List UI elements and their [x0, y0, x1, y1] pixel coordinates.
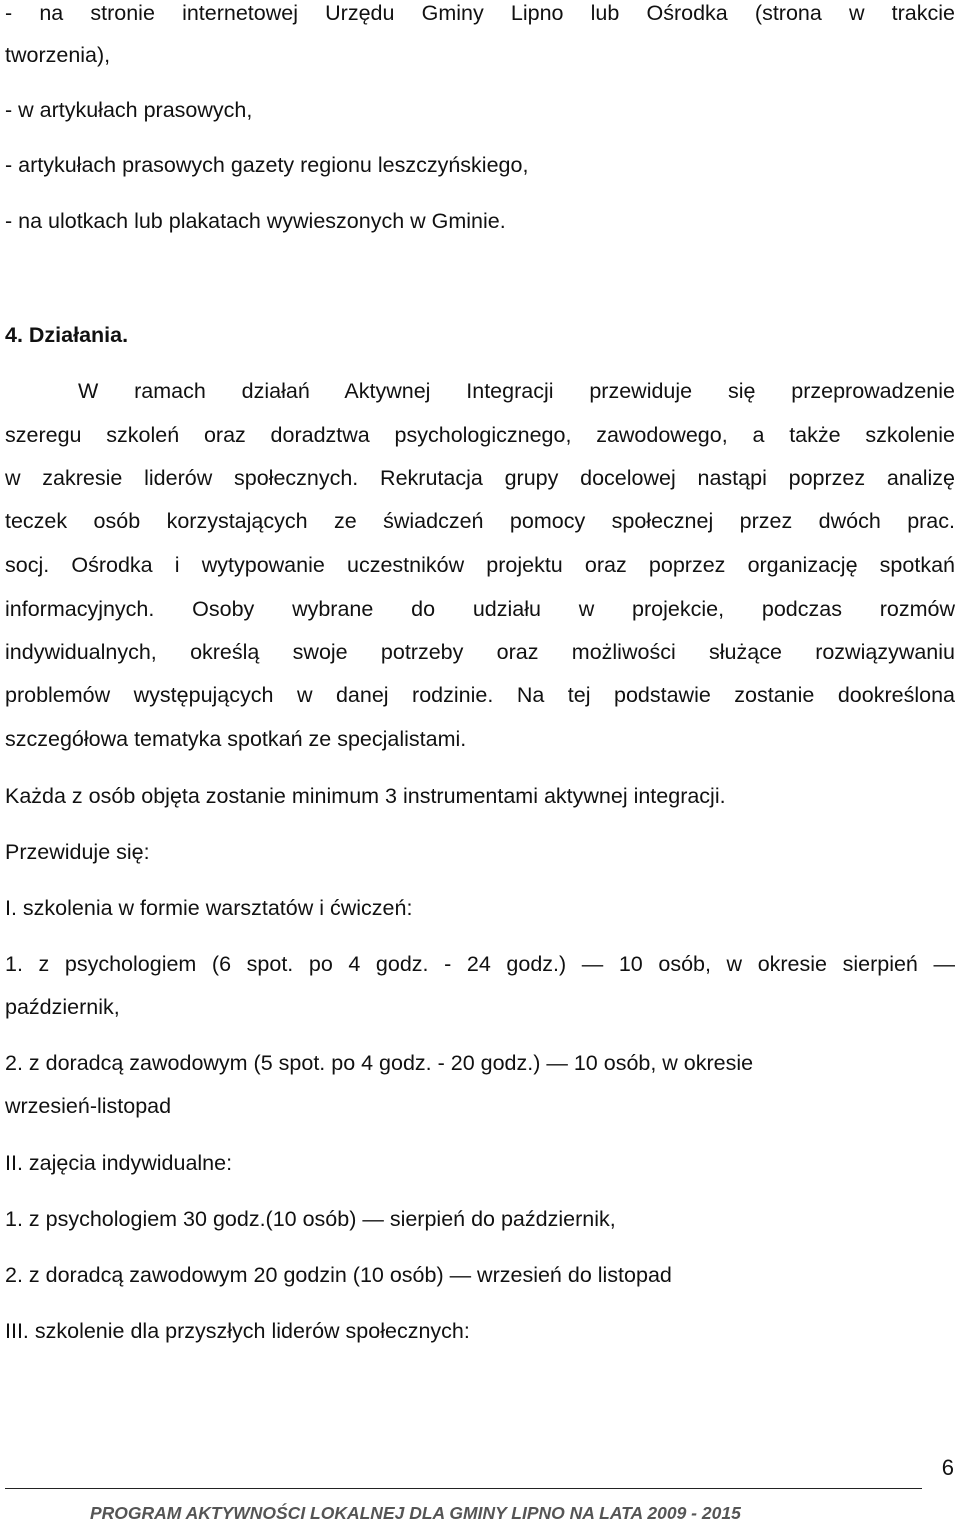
list-item-psychologist-workshop-cont: październik, [5, 995, 120, 1019]
paragraph-line-5: socj. Ośrodka i wytypowanie uczestników projektu oraz poprzez organizację spotkań [5, 553, 955, 577]
list-item-career-advisor-individual: 2. z doradcą zawodowym 20 godzin (10 osób) — wrzesień do listopad [5, 1263, 672, 1287]
bullet-regional-newspaper: - artykułach prasowych gazety regionu leszczyńskiego, [5, 153, 529, 177]
list-item-psychologist-individual: 1. z psychologiem 30 godz.(10 osób) — sierpień do październik, [5, 1207, 616, 1231]
each-person-statement: Każda z osób objęta zostanie minimum 3 instrumentami aktywnej integracji. [5, 784, 726, 808]
planned-label: Przewiduje się: [5, 840, 150, 864]
bullet-website: - na stronie internetowej Urzędu Gminy Lipno lub Ośrodka (strona w trakcie [5, 1, 955, 25]
paragraph-line-8: problemów występujących w danej rodzinie. Na tej podstawie zostanie dookreślona [5, 683, 955, 707]
paragraph-line-4: teczek osób korzystających ze świadczeń pomocy społecznej przez dwóch prac. [5, 509, 955, 533]
paragraph-line-6: informacyjnych. Osoby wybrane do udziału w projekcie, podczas rozmów [5, 597, 955, 621]
page-footer: PROGRAM AKTYWNOŚCI LOKALNEJ DLA GMINY LIPNO NA LATA 2009 - 2015 [90, 1503, 741, 1523]
bullet-website-cont: tworzenia), [5, 43, 111, 67]
list-item-workshops: I. szkolenia w formie warsztatów i ćwiczeń: [5, 896, 413, 920]
list-item-career-advisor-workshop-cont: wrzesień-listopad [5, 1094, 172, 1118]
list-item-leaders-training: III. szkolenie dla przyszłych liderów społecznych: [5, 1319, 470, 1343]
paragraph-line-2: szeregu szkoleń oraz doradztwa psychologicznego, zawodowego, a także szkolenie [5, 423, 955, 447]
list-item-career-advisor-workshop: 2. z doradcą zawodowym (5 spot. po 4 godz. - 20 godz.) — 10 osób, w okresie [5, 1051, 754, 1075]
paragraph-line-3: w zakresie liderów społecznych. Rekrutacja grupy docelowej nastąpi poprzez analizę [5, 466, 955, 490]
section-heading: 4. Działania. [5, 323, 129, 347]
bullet-leaflets-posters: - na ulotkach lub plakatach wywieszonych w Gminie. [5, 209, 506, 233]
paragraph-line-9: szczegółowa tematyka spotkań ze specjalistami. [5, 727, 467, 751]
list-item-psychologist-workshop: 1. z psychologiem (6 spot. po 4 godz. - 24 godz.) — 10 osób, w okresie sierpień — [5, 952, 955, 976]
paragraph-line-7: indywidualnych, określą swoje potrzeby oraz możliwości służące rozwiązywaniu [5, 640, 955, 664]
footer-divider [5, 1488, 922, 1489]
paragraph-line-1: W ramach działań Aktywnej Integracji przewiduje się przeprowadzenie [78, 379, 955, 403]
list-item-individual-sessions: II. zajęcia indywidualne: [5, 1151, 233, 1175]
page-number: 6 [941, 1455, 954, 1480]
bullet-press-articles: - w artykułach prasowych, [5, 98, 253, 122]
